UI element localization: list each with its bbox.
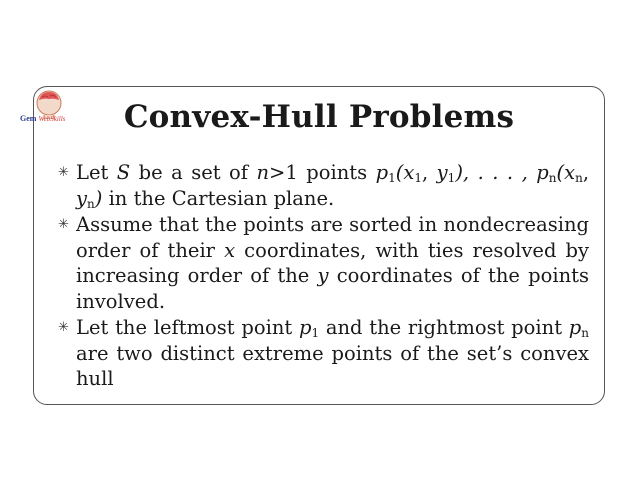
logo-brand: Gem — [20, 114, 37, 123]
text-run: y — [436, 161, 448, 184]
bullet-item — [58, 160, 589, 211]
bullet-item — [58, 212, 589, 314]
bullet-list — [58, 160, 589, 393]
text-run: >1 points — [269, 161, 376, 184]
asterisk-bullet-icon: ✳ — [58, 320, 69, 335]
text-run: ) — [94, 186, 103, 210]
text-run: be a set of — [130, 161, 257, 184]
text-run: n — [256, 161, 270, 184]
asterisk-bullet-icon: ✳ — [58, 165, 69, 180]
text-run: in the Cartesian plane. — [102, 186, 335, 210]
text-run: x — [564, 161, 576, 184]
text-run: Let — [76, 161, 117, 184]
text-run: x — [403, 161, 415, 184]
text-run: Let the leftmost point — [76, 316, 299, 339]
text-run: n — [548, 171, 557, 185]
text-run: are two distinct extreme points of the set’s convex hull — [76, 341, 589, 390]
asterisk-bullet-icon: ✳ — [58, 217, 69, 232]
text-run: and the rightmost point — [319, 316, 569, 339]
text-run: ( — [395, 161, 404, 184]
text-run: x — [224, 238, 236, 262]
text-run: p — [568, 316, 582, 339]
text-run: 1 — [311, 326, 320, 340]
text-run: n — [581, 326, 589, 340]
text-run: y — [317, 264, 329, 287]
logo-sub: WebSkills — [38, 115, 66, 123]
bullet-text — [76, 161, 589, 210]
text-run: coordinates of the points involved. — [76, 264, 589, 313]
text-run: n — [575, 171, 583, 185]
text-run: 1 — [447, 171, 456, 185]
text-run: p — [536, 161, 549, 184]
bullet-text — [76, 213, 589, 313]
text-run: coordinates, with ties resolved by increasing order of the — [76, 238, 590, 287]
text-run: y — [76, 186, 88, 210]
text-run: S — [116, 161, 131, 184]
text-run: p — [375, 161, 389, 184]
bullet-item — [58, 315, 589, 392]
text-run: 1 — [414, 171, 422, 185]
text-run: ), . . . , — [455, 161, 537, 184]
text-run: n — [87, 196, 95, 211]
text-run: Assume that the points are sorted in nondecreasing order of their — [76, 213, 589, 262]
bullet-text — [76, 316, 589, 390]
slide-title: Convex-Hull Problems — [123, 99, 515, 135]
text-run: , — [421, 161, 437, 184]
text-run: ( — [556, 161, 565, 184]
text-run: p — [298, 316, 312, 339]
text-run: , — [582, 161, 590, 184]
text-run: 1 — [388, 171, 396, 185]
